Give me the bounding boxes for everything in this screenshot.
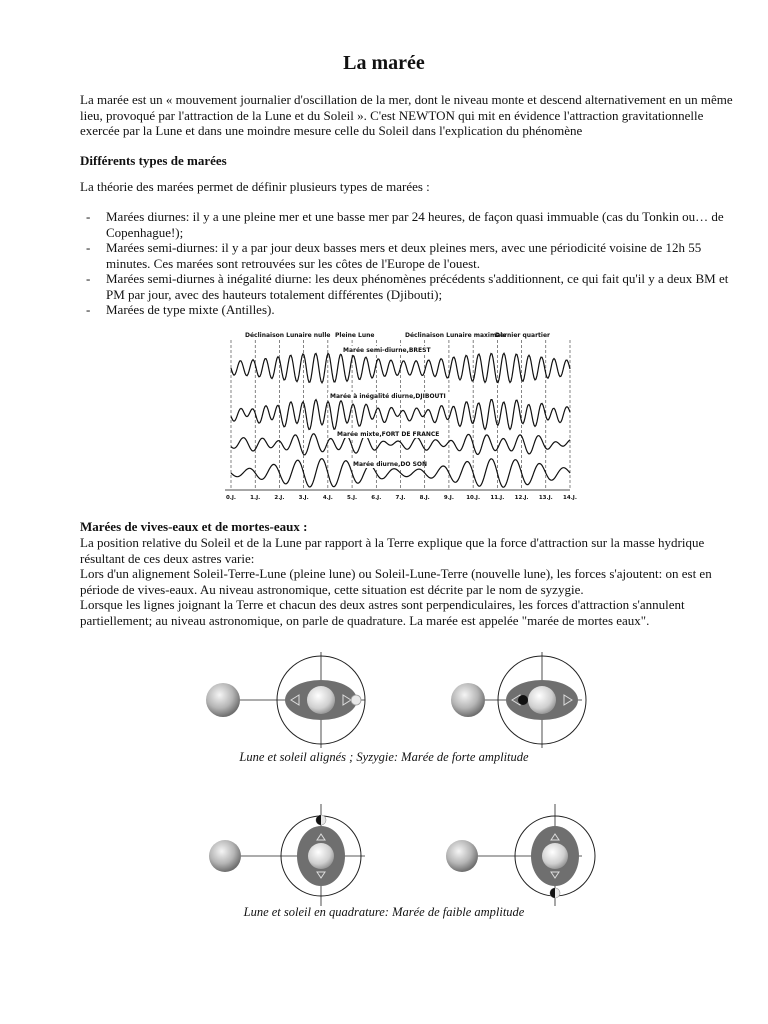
types-lead: La théorie des marées permet de définir plusieurs types de marées : bbox=[80, 179, 430, 194]
day-tick-label: 11.J. bbox=[490, 495, 505, 501]
day-tick-label: 6.J. bbox=[371, 495, 382, 501]
quadrature-diagrams bbox=[190, 800, 590, 908]
section-heading-types: Différents types de marées bbox=[80, 153, 227, 168]
moon-icon bbox=[518, 695, 528, 705]
syzygy-diagrams bbox=[190, 650, 590, 750]
day-tick-label: 0.J. bbox=[225, 495, 237, 501]
text-line: Lorsque les lignes joignant la Terre et chacun des deux astres sont perpendiculaires, les forces d'attraction s'annulent partiellement; au niveau astronomique, on parle de quadrature. La marée est appelée "marée de mortes eaux". bbox=[80, 597, 685, 628]
day-tick-label: 13.J. bbox=[538, 495, 553, 501]
day-tick-label: 7.J. bbox=[395, 495, 406, 501]
tide-top-label: Déclinaison Lunaire nulle bbox=[245, 332, 331, 339]
tide-series-label: Marée à inégalité diurne,DJIBOUTI bbox=[330, 393, 446, 400]
day-tick-label: 2.J. bbox=[274, 495, 285, 501]
day-tick-label: 10.J. bbox=[466, 495, 481, 501]
tide-types-list bbox=[80, 209, 740, 318]
moon-icon bbox=[351, 695, 361, 705]
list-item: - Marées semi-diurnes à inégalité diurne: les deux phénomènes précédents s'additionnent, ce qui fait qu'il y a deux BM et PM par jour, avec des hauteurs totalement différentes (Djibouti); bbox=[80, 271, 740, 302]
moon-icon bbox=[550, 888, 560, 898]
quadrature-caption: Lune et soleil en quadrature: Marée de faible amplitude bbox=[243, 905, 525, 919]
tide-series-label: Marée semi-diurne,BREST bbox=[343, 347, 431, 354]
earth-icon bbox=[307, 686, 335, 714]
tide-series-label: Marée mixte,FORT DE FRANCE bbox=[337, 431, 440, 438]
earth-icon bbox=[528, 686, 556, 714]
sun-icon bbox=[209, 840, 241, 872]
list-item: - Marées de type mixte (Antilles). bbox=[80, 302, 740, 318]
text-line: Lors d'un alignement Soleil-Terre-Lune (pleine lune) ou Soleil-Lune-Terre (nouvelle lune), les forces s'ajoutent: on est en période de vives-eaux. Au niveau astronomique, cette situation est décrite par le nom de syzygie. bbox=[80, 566, 712, 597]
intro-paragraph: La marée est un « mouvement journalier d'oscillation de la mer, dont le niveau monte et descend alternativement en un même lieu, provoqué par l'attraction de la Lune et du Soleil ». C'est NEWTON qui mit en évidence l'attraction gravitationnelle exercée par la Lune et dans une moindre mesure celle du Soleil dans l'explication du phénomène bbox=[80, 92, 733, 138]
vives-eaux-text bbox=[80, 535, 740, 628]
list-item: - Marées diurnes: il y a une pleine mer et une basse mer par 24 heures, de façon quasi immuable (cas du Tonkin ou… de Copenhague!); bbox=[80, 209, 740, 240]
day-tick-label: 14.J. bbox=[563, 495, 577, 501]
day-tick-label: 3.J. bbox=[298, 495, 309, 501]
moon-icon bbox=[316, 815, 326, 825]
tide-top-label: Déclinaison Lunaire maximale bbox=[405, 332, 507, 339]
tide-series-label: Marée diurne,DO SON bbox=[353, 461, 428, 468]
tide-curves-figure bbox=[225, 328, 575, 503]
earth-icon bbox=[308, 843, 334, 869]
page-title: La marée bbox=[343, 52, 425, 74]
day-tick-label: 12.J. bbox=[514, 495, 529, 501]
section-heading-vives-eaux: Marées de vives-eaux et de mortes-eaux : bbox=[80, 519, 308, 534]
day-tick-label: 4.J. bbox=[322, 495, 333, 501]
syzygy-full-moon-diagram bbox=[206, 652, 365, 748]
quadrature-first-quarter-diagram bbox=[209, 804, 365, 906]
quadrature-last-quarter-diagram bbox=[446, 804, 595, 906]
day-tick-label: 5.J. bbox=[347, 495, 358, 501]
tide-top-label: Dernier quartier bbox=[495, 332, 550, 339]
text-line: La position relative du Soleil et de la Lune par rapport à la Terre explique que la force d'attraction sur la masse hydrique résultant de ces deux astres varie: bbox=[80, 535, 705, 566]
day-tick-label: 8.J. bbox=[419, 495, 430, 501]
syzygy-caption: Lune et soleil alignés ; Syzygie: Marée de forte amplitude bbox=[239, 750, 529, 764]
syzygy-new-moon-diagram bbox=[451, 652, 586, 748]
day-tick-label: 9.J. bbox=[443, 495, 454, 501]
tide-top-label: Pleine Lune bbox=[335, 332, 375, 339]
list-item: - Marées semi-diurnes: il y a par jour deux basses mers et deux pleines mers, avec une périodicité voisine de 12h 55 minutes. Ces marées sont retrouvées sur les côtes de l'Europe de l'ouest. bbox=[80, 240, 740, 271]
sun-icon bbox=[206, 683, 240, 717]
sun-icon bbox=[446, 840, 478, 872]
sun-icon bbox=[451, 683, 485, 717]
earth-icon bbox=[542, 843, 568, 869]
day-tick-label: 1.J. bbox=[250, 495, 261, 501]
